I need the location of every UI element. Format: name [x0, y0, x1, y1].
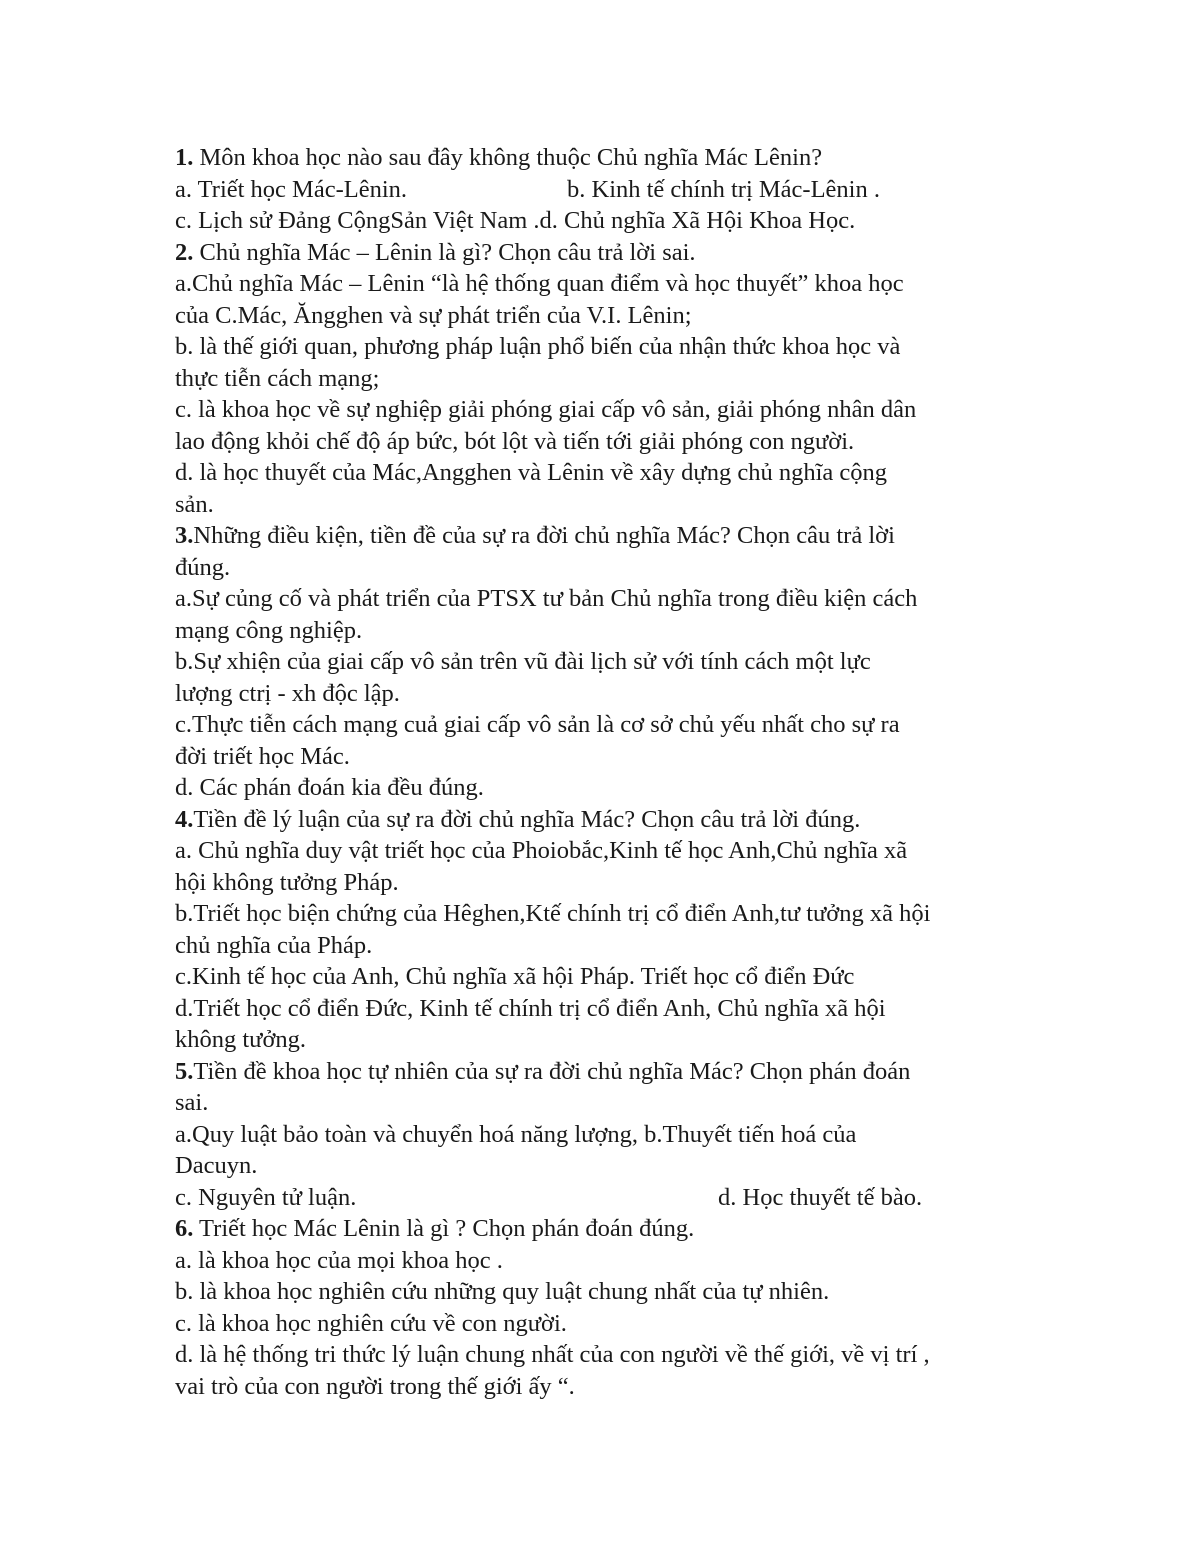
question-text: Tiền đề lý luận của sự ra đời chủ nghĩa Mác? Chọn câu trả lời đúng. — [193, 805, 861, 833]
question-number: 2. — [175, 238, 194, 266]
text-line: đúng. — [175, 553, 231, 581]
document-content — [175, 142, 1055, 1402]
question-5-title — [175, 1056, 1055, 1088]
question-text: Môn khoa học nào sau đây không thuộc Chủ nghĩa Mác Lênin? — [193, 144, 823, 171]
text-line: d.Triết học cổ điển Đức, Kinh tế chính trị cổ điển Anh, Chủ nghĩa xã hội — [175, 994, 886, 1022]
text-line: lao động khỏi chế độ áp bức, bót lột và tiến tới giải phóng con người. — [175, 427, 855, 455]
question-number: 3. — [175, 522, 194, 549]
question-text: Triết học Mác Lênin là gì ? Chọn phán đoán đúng. — [193, 1215, 695, 1242]
text-line: mạng công nghiệp. — [175, 616, 363, 644]
text-line: a. là khoa học của mọi khoa học . — [175, 1246, 503, 1274]
question-text: Những điều kiện, tiền đề của sự ra đời chủ nghĩa Mác? Chọn câu trả lời — [193, 522, 895, 549]
text-line: không tưởng. — [175, 1026, 307, 1053]
text-line: Dacuyn. — [175, 1152, 258, 1179]
text-line: chủ nghĩa của Pháp. — [175, 931, 373, 959]
text-line: a. Chủ nghĩa duy vật triết học của Phoiobắc,Kinh tế học Anh,Chủ nghĩa xã — [175, 837, 908, 864]
text-line: c. là khoa học nghiên cứu về con người. — [175, 1309, 567, 1337]
question-1-options-cd: c. Lịch sử Đảng CộngSản Việt Nam .d. Chủ nghĩa Xã Hội Khoa Học. — [175, 207, 856, 234]
text-line: b. là thế giới quan, phương pháp luận phổ biến của nhận thức khoa học và — [175, 333, 901, 360]
text-line: a.Chủ nghĩa Mác – Lênin “là hệ thống quan điểm và học thuyết” khoa học — [175, 270, 904, 297]
text-line: b. là khoa học nghiên cứu những quy luật chung nhất của tự nhiên. — [175, 1278, 830, 1305]
text-line: b.Triết học biện chứng của Hêghen,Ktế chính trị cổ điển Anh,tư tưởng xã hội — [175, 900, 931, 927]
option-a: a. Triết học Mác-Lênin. — [175, 175, 408, 203]
question-6-title — [175, 1213, 1055, 1245]
question-1-options-ab — [175, 174, 1055, 206]
text-line: đời triết học Mác. — [175, 742, 350, 770]
text-line: d. là học thuyết của Mác,Angghen và Lênin về xây dựng chủ nghĩa cộng — [175, 459, 887, 486]
question-1-title — [175, 142, 1055, 174]
text-line: sai. — [175, 1089, 209, 1116]
question-4-title — [175, 804, 1055, 836]
text-line: vai trò của con người trong thế giới ấy “. — [175, 1372, 575, 1400]
question-number: 5. — [175, 1057, 194, 1085]
question-2-title — [175, 237, 1055, 269]
text-line: hội không tưởng Pháp. — [175, 868, 399, 896]
text-line: c.Kinh tế học của Anh, Chủ nghĩa xã hội Pháp. Triết học cổ điển Đức — [175, 963, 855, 990]
text-line: b.Sự xhiện của giai cấp vô sản trên vũ đài lịch sử với tính cách một lực — [175, 648, 871, 675]
question-5-options-cd — [175, 1182, 1055, 1214]
text-line: c. là khoa học về sự nghiệp giải phóng giai cấp vô sản, giải phóng nhân dân — [175, 396, 917, 423]
text-line: thực tiễn cách mạng; — [175, 364, 380, 392]
text-line: d. là hệ thống tri thức lý luận chung nhất của con người về thế giới, về vị trí , — [175, 1341, 930, 1368]
text-line: lượng ctrị - xh độc lập. — [175, 679, 400, 707]
option-d: d. Học thuyết tế bào. — [718, 1183, 923, 1211]
question-text: Tiền đề khoa học tự nhiên của sự ra đời chủ nghĩa Mác? Chọn phán đoán — [193, 1057, 911, 1085]
text-line: a.Sự củng cố và phát triển của PTSX tư bản Chủ nghĩa trong điều kiện cách — [175, 585, 918, 612]
question-number: 6. — [175, 1215, 194, 1242]
option-c: c. Nguyên tử luận. — [175, 1183, 357, 1211]
question-3-title — [175, 520, 1055, 552]
question-text: Chủ nghĩa Mác – Lênin là gì? Chọn câu trả lời sai. — [193, 238, 696, 266]
option-b: b. Kinh tế chính trị Mác-Lênin . — [567, 175, 880, 203]
text-line: c.Thực tiễn cách mạng cuả giai cấp vô sản là cơ sở chủ yếu nhất cho sự ra — [175, 711, 900, 738]
text-line: a.Quy luật bảo toàn và chuyển hoá năng lượng, b.Thuyết tiến hoá của — [175, 1120, 857, 1148]
text-line: sản. — [175, 490, 214, 518]
question-number: 1. — [175, 144, 194, 171]
text-line: d. Các phán đoán kia đều đúng. — [175, 774, 484, 801]
text-line: của C.Mác, Ăngghen và sự phát triển của V.I. Lênin; — [175, 301, 692, 329]
question-number: 4. — [175, 805, 194, 833]
